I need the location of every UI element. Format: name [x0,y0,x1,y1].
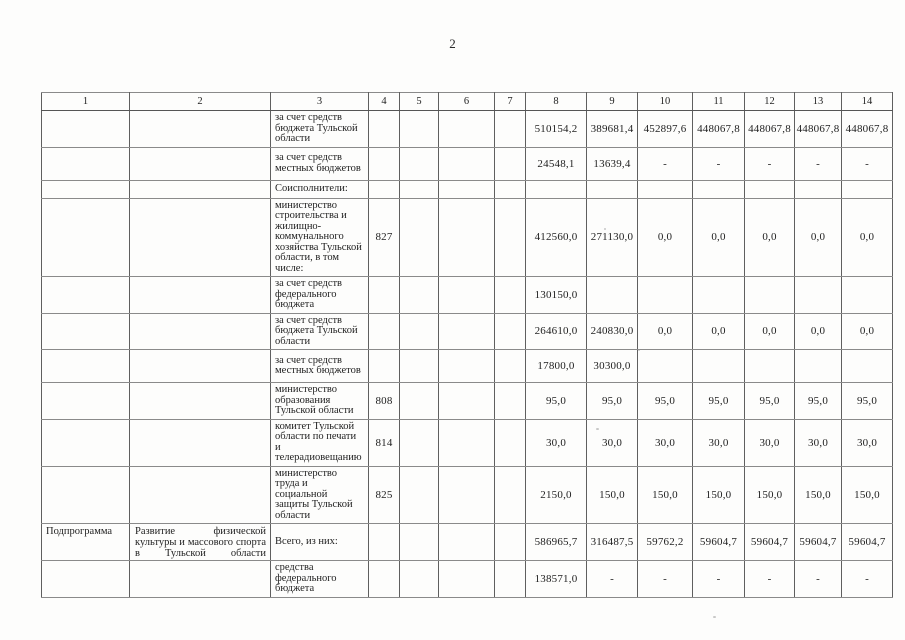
table-cell [439,383,495,420]
table-cell [745,277,795,314]
table-cell [439,180,495,198]
table-cell: 0,0 [795,313,842,350]
table-cell [495,111,526,148]
table-cell: 827 [369,198,400,277]
column-header: 3 [271,93,369,111]
table-cell [495,383,526,420]
table-cell [42,180,130,198]
table-cell [130,350,271,383]
table-cell: 95,0 [693,383,745,420]
table-cell: Подпрограмма [42,524,130,561]
table-cell: 138571,0 [526,561,587,598]
table-cell [439,313,495,350]
table-cell: 17800,0 [526,350,587,383]
table-cell [587,277,638,314]
table-cell: 30,0 [693,419,745,466]
table-cell: 448067,8 [842,111,893,148]
table-cell [638,277,693,314]
table-cell: 448067,8 [795,111,842,148]
table-cell [130,419,271,466]
column-header: 14 [842,93,893,111]
table-cell: 95,0 [745,383,795,420]
table-cell: - [638,147,693,180]
table-cell [130,180,271,198]
table-cell: 59762,2 [638,524,693,561]
table-cell [495,277,526,314]
column-header: 12 [745,93,795,111]
table-cell [42,561,130,598]
table-cell [495,180,526,198]
table-cell [587,180,638,198]
table-row [42,524,893,561]
table-cell [400,419,439,466]
table-cell: средства федерального бюджета [271,561,369,598]
table-cell: 264610,0 [526,313,587,350]
table-cell: 30,0 [638,419,693,466]
table-cell: 130150,0 [526,277,587,314]
table-cell [369,561,400,598]
table-cell: 586965,7 [526,524,587,561]
table-cell: 59604,7 [795,524,842,561]
table-cell: 59604,7 [745,524,795,561]
table-cell: 13639,4 [587,147,638,180]
table-cell: 448067,8 [693,111,745,148]
column-header: 6 [439,93,495,111]
table-cell [42,350,130,383]
table-cell [439,350,495,383]
table-cell [495,198,526,277]
column-header: 5 [400,93,439,111]
table-cell: 0,0 [638,313,693,350]
table-cell: министерство труда и социальной защиты Тульской области [271,466,369,524]
column-header: 9 [587,93,638,111]
table-cell: 30300,0 [587,350,638,383]
table-cell [369,180,400,198]
table-cell: 150,0 [693,466,745,524]
page-number: 2 [449,36,456,51]
table-cell [795,180,842,198]
table-cell [495,561,526,598]
scan-speck [713,616,716,618]
table-cell [400,198,439,277]
table-cell [495,147,526,180]
table-cell: за счет средств местных бюджетов [271,147,369,180]
table-cell [495,466,526,524]
table-cell: 150,0 [638,466,693,524]
table-cell [400,561,439,598]
table-cell [400,277,439,314]
table-cell: - [693,147,745,180]
table-cell: 95,0 [842,383,893,420]
table-cell [526,180,587,198]
table-cell [439,524,495,561]
table-cell: 150,0 [587,466,638,524]
table-cell: 389681,4 [587,111,638,148]
column-header: 2 [130,93,271,111]
table-cell: 448067,8 [745,111,795,148]
table-cell [369,524,400,561]
table-cell [745,350,795,383]
table-cell [130,147,271,180]
table-cell [42,147,130,180]
table-cell: 95,0 [795,383,842,420]
table-cell: 0,0 [638,198,693,277]
table-cell: 814 [369,419,400,466]
scan-speck [604,228,606,230]
table-row [42,277,893,314]
table-cell [439,147,495,180]
table-cell [369,350,400,383]
table-cell: министерство образования Тульской области [271,383,369,420]
table-row [42,466,893,524]
table-cell [795,277,842,314]
table-cell: за счет средств федерального бюджета [271,277,369,314]
table-row [42,147,893,180]
table-cell: 150,0 [745,466,795,524]
table-cell: 0,0 [842,313,893,350]
table-cell: 30,0 [842,419,893,466]
table-cell [495,419,526,466]
table-cell: Всего, из них: [271,524,369,561]
table-cell [130,313,271,350]
table-cell [439,277,495,314]
scan-speck [596,428,599,430]
table-cell: 30,0 [795,419,842,466]
table-cell: 0,0 [693,198,745,277]
table-cell [130,561,271,598]
table-cell: - [842,147,893,180]
table-cell: - [842,561,893,598]
table-cell: 271130,0 [587,198,638,277]
table-cell: - [745,561,795,598]
table-cell [693,180,745,198]
table-cell: 412560,0 [526,198,587,277]
table-cell [42,313,130,350]
column-header: 1 [42,93,130,111]
header-row [42,93,893,111]
table-cell [400,180,439,198]
table-row [42,561,893,598]
table-cell [439,466,495,524]
table-cell [495,350,526,383]
table-cell: 150,0 [842,466,893,524]
column-header: 11 [693,93,745,111]
table-cell: Соисполнители: [271,180,369,198]
table-cell [638,350,693,383]
budget-table-body [42,111,893,598]
table-cell: 0,0 [795,198,842,277]
table-row [42,419,893,466]
table-cell: комитет Тульской области по печати и телерадиовещанию [271,419,369,466]
table-cell [400,111,439,148]
table-cell [42,111,130,148]
table-row [42,350,893,383]
table-cell [842,180,893,198]
table-cell [130,383,271,420]
table-cell: 59604,7 [842,524,893,561]
table-cell [400,313,439,350]
table-cell [42,383,130,420]
table-cell: - [745,147,795,180]
table-cell [130,198,271,277]
table-cell [130,277,271,314]
table-cell: 95,0 [638,383,693,420]
table-cell [369,111,400,148]
table-cell: - [693,561,745,598]
table-cell: 452897,6 [638,111,693,148]
column-header: 7 [495,93,526,111]
table-cell: 0,0 [842,198,893,277]
table-row [42,180,893,198]
table-cell [439,419,495,466]
table-cell [400,350,439,383]
table-cell [400,466,439,524]
table-cell [369,147,400,180]
budget-table-header [42,93,893,111]
table-cell: 150,0 [795,466,842,524]
table-cell: министерство строительства и жилищно-коммунального хозяйства Тульской области, в том числе: [271,198,369,277]
table-cell [693,277,745,314]
table-cell: - [587,561,638,598]
table-cell [400,524,439,561]
table-cell: Развитие физической культуры и массового спорта в Тульской области [130,524,271,561]
table-cell [439,561,495,598]
table-cell [130,111,271,148]
table-row [42,198,893,277]
table-cell: 30,0 [587,419,638,466]
table-cell: 0,0 [745,198,795,277]
column-header: 4 [369,93,400,111]
table-cell [842,277,893,314]
table-cell: - [795,147,842,180]
table-cell [638,180,693,198]
column-header: 8 [526,93,587,111]
scan-speck [638,349,640,351]
table-cell [130,466,271,524]
table-cell [439,111,495,148]
table-cell [42,277,130,314]
table-cell: 95,0 [526,383,587,420]
table-cell [842,350,893,383]
table-cell: 2150,0 [526,466,587,524]
table-cell: за счет средств бюджета Тульской области [271,313,369,350]
table-cell [369,313,400,350]
budget-table [41,92,893,598]
table-cell [369,277,400,314]
table-row [42,111,893,148]
table-cell [42,198,130,277]
table-cell: - [795,561,842,598]
table-cell [693,350,745,383]
table-cell: 0,0 [745,313,795,350]
column-header: 13 [795,93,842,111]
table-cell [495,524,526,561]
table-cell: 316487,5 [587,524,638,561]
table-cell: 825 [369,466,400,524]
table-cell: 95,0 [587,383,638,420]
table-cell: 30,0 [526,419,587,466]
table-cell [745,180,795,198]
table-cell: за счет средств бюджета Тульской области [271,111,369,148]
table-cell [400,147,439,180]
table-cell: 30,0 [745,419,795,466]
table-cell: за счет средств местных бюджетов [271,350,369,383]
table-cell [439,198,495,277]
table-cell: 808 [369,383,400,420]
table-row [42,383,893,420]
table-cell: 0,0 [693,313,745,350]
table-cell: 24548,1 [526,147,587,180]
table-cell [42,419,130,466]
table-cell: 510154,2 [526,111,587,148]
table-row [42,313,893,350]
table-cell: 59604,7 [693,524,745,561]
table-cell [795,350,842,383]
table-cell: 240830,0 [587,313,638,350]
table-cell [400,383,439,420]
table-cell [495,313,526,350]
column-header: 10 [638,93,693,111]
table-cell [42,466,130,524]
table-cell: - [638,561,693,598]
